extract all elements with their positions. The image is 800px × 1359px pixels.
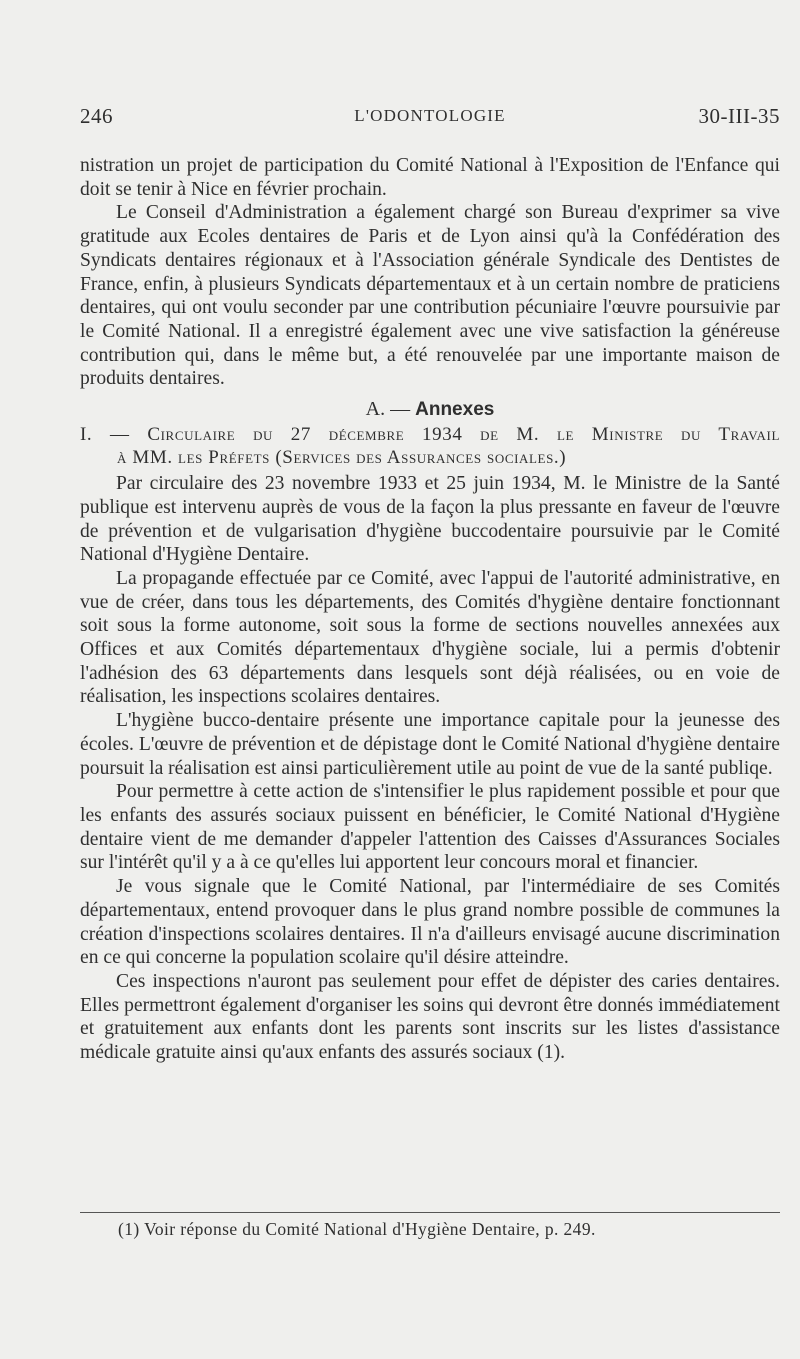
paragraph-hygiene: L'hygiène bucco-dentaire présente une importance capitale pour la jeunesse des écoles. L'œuvre de prévention et de dépistage dont le Comité National d'hygiène dentaire poursuit la réalisation est ainsi particulièrement utile au point de vue de la santé publiqe. [80, 710, 780, 779]
footnote-rule [80, 1212, 780, 1213]
paragraph-continuation: nistration un projet de participation du Comité National à l'Exposition de l'Enfance qui doit se tenir à Nice en février prochain. [80, 155, 780, 200]
paragraph-comite: Je vous signale que le Comité National, par l'intermédiaire de ses Comités départementaux, entend provoquer dans le plus grand nombre possible de communes la création d'inspections scolaires dentaires. Il n'a d'ailleurs envisagé aucune discrimination en ce qui concerne la population scolaire qu'il désire atteindre. [80, 876, 780, 969]
paragraph-inspections: Ces inspections n'auront pas seulement pour effet de dépister des caries dentaires. Elles permettront également d'organiser les soins qui devront être donnés immédiatement et gratuitement aux enfants dont les parents sont inscrits sur les listes d'assistance médicale gratuite ainsi qu'aux enfants des assurés sociaux (1). [80, 970, 780, 1064]
footnote: (1) Voir réponse du Comité National d'Hygiène Dentaire, p. 249. [118, 1219, 596, 1239]
circular-heading-line2: à MM. les Préfets (Services des Assurances sociales.) [117, 447, 567, 469]
page-number: 246 [80, 104, 113, 128]
issue-date: 30-III-35 [698, 104, 780, 128]
circular-heading-line1: I. — Circulaire du 27 décembre 1934 de M. le Ministre du Travail [80, 423, 780, 445]
paragraph-propagande: La propagande effectuée par ce Comité, avec l'appui de l'autorité administrative, en vue de créer, dans tous les départements, des Comités d'hygiène dentaire fonctionnant soit sous la forme autonome, soit sous la forme de sections nouvelles annexées aux Offices et aux Comités départementaux d'hygiène sociale, lui a permis d'obtenir l'adhésion des 63 départements dans lesquels sont déjà réalisées, ou en voie de réalisation, les inspections scolaires dentaires. [80, 567, 780, 708]
page-header [80, 104, 780, 132]
paragraph-action: Pour permettre à cette action de s'intensifier le plus rapidement possible et pour que les enfants des assurés sociaux puissent en bénéficier, le Comité National d'Hygiène dentaire vient de me demander d'appeler l'attention des Caisses d'Assurances Sociales sur l'intérêt qu'il y a à ce qu'elles lui apportent leur concours moral et financier. [80, 781, 780, 874]
body-text [80, 154, 780, 1065]
paragraph-circulaire: Par circulaire des 23 novembre 1933 et 25 juin 1934, M. le Ministre de la Santé publique est intervenu auprès de vous de la façon la plus pressante en faveur de l'œuvre de prévention et de vulgarisation d'hygiène buccodentaire poursuivie par le Comité National d'Hygiène Dentaire. [80, 473, 780, 566]
section-heading [80, 398, 780, 422]
section-prefix: A. — [365, 398, 411, 421]
running-title: L'ODONTOLOGIE [354, 106, 506, 125]
paragraph-gratitude: Le Conseil d'Administration a également chargé son Bureau d'exprimer sa vive gratitude aux Ecoles dentaires de Paris et de Lyon ainsi qu'à la Confédération des Syndicats dentaires régionaux et à l'Association générale Syndicale des Dentistes de France, enfin, à plusieurs Syndicats départementaux et à un certain nombre de praticiens dentaires, qui ont voulu seconder par une contribution pécuniaire l'œuvre poursuivie par le Comité National. Il a enregistré également avec une vive satisfaction la généreuse contribution qui, dans le même but, a été renouvelée par une importante maison de produits dentaires. [80, 202, 780, 390]
section-title-annexes: Annexes [415, 399, 495, 421]
circular-heading [80, 423, 780, 470]
